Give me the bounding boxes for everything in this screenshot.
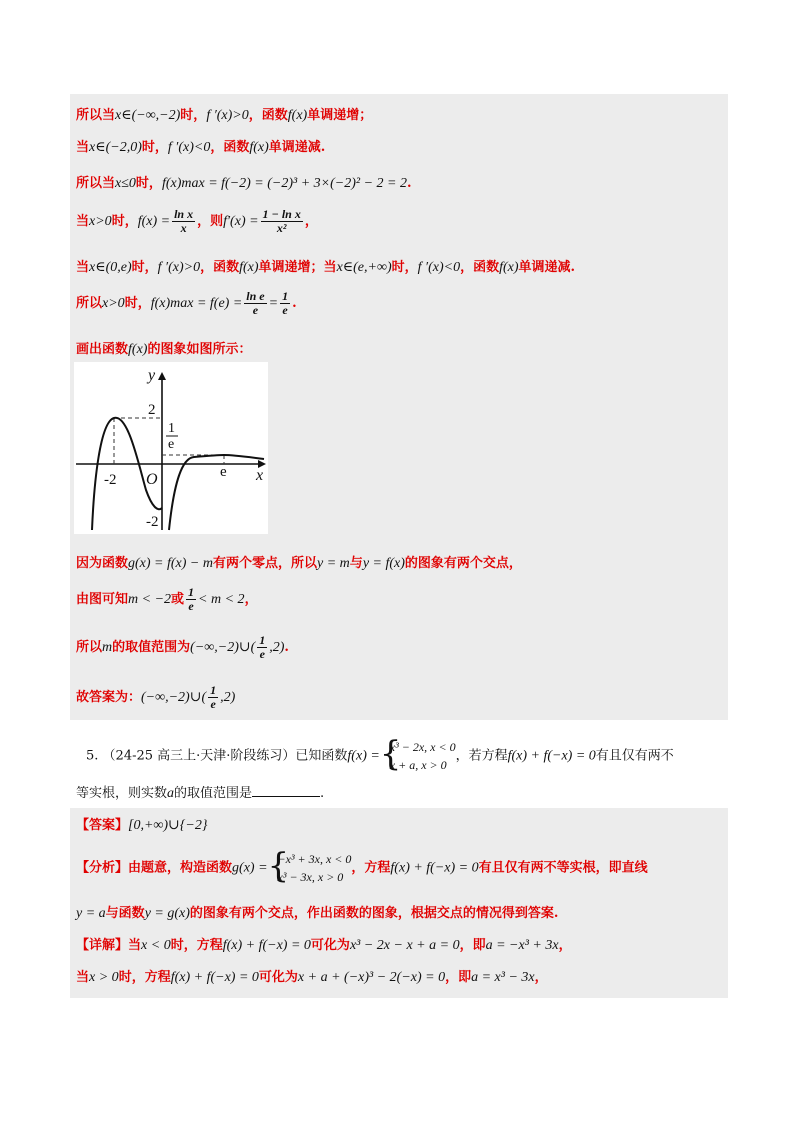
analysis-line-1: 【分析】由题意，构造函数g(x) = { −x³ + 3x, x < 0 x³ − 3x, x > 0 ，方程f(x) + f(−x) = 0有且仅有两不等实根，即直线 — [76, 846, 648, 886]
question-5-line-2: 等实根，则实数a的取值范围是 . — [76, 786, 325, 801]
question-5-line-1: 5. （24-25 高三上·天津·阶段练习）已知函数f(x) = { x³ − 2x, x < 0 x + a, x > 0 ，若方程f(x) + f(−x) = 0有且仅有两不 — [86, 734, 674, 774]
function-graph-svg — [74, 362, 268, 534]
answer-label: 【答案】 — [76, 818, 129, 833]
y-axis-label: y — [148, 367, 156, 384]
origin-label: O — [146, 471, 158, 488]
fraction: $\frac{1}{e}$ — [210, 683, 217, 711]
solution-line-1: 所以当x∈(−∞,−2)时，f ′(x)>0，函数f(x)单调递增； — [76, 108, 373, 123]
detail-line-1: 【详解】当x < 0时，方程f(x) + f(−x) = 0可化为x³ − 2x − x + a = 0，即a = −x³ + 3x， — [76, 938, 572, 953]
tick-label-neg2-y: -2 — [146, 514, 159, 530]
curve-right-branch — [169, 455, 264, 530]
solution-line-7: 画出函数f(x)的图象如图所示： — [76, 342, 252, 357]
detail-label: 【详解】 — [76, 938, 129, 953]
fraction: $\frac{1}{e}$ — [259, 633, 266, 661]
answer-blank[interactable] — [252, 784, 320, 797]
piecewise-g: { −x³ + 3x, x < 0 x³ − 3x, x > 0 — [267, 846, 352, 886]
solution-line-2: 当x∈(−2,0)时，f ′(x)<0，函数f(x)单调递减. — [76, 140, 326, 155]
solution-line-11: 故答案为：(−∞,−2)∪( $\frac{1}{e}$ ,2) — [76, 683, 236, 711]
solution-line-8: 因为函数g(x) = f(x) − m有两个零点，所以y = m与y = f(x)的图象有两个交点， — [76, 556, 522, 571]
question-number: 5. — [86, 748, 99, 764]
tick-label-e: e — [220, 464, 227, 480]
solution-line-5: 当x∈(0,e)时，f ′(x)>0，函数f(x)单调递增；当x∈(e,+∞)时，f ′(x)<0，函数f(x)单调递减. — [76, 260, 576, 275]
tick-label-2: 2 — [148, 402, 156, 418]
fraction: $\frac{\text{ln x}}{x}$ — [174, 207, 194, 235]
answer-line: 【答案】[0,+∞)∪{−2} — [76, 818, 208, 833]
fraction: $\frac{\text{ln e}}{e}$ — [246, 289, 265, 317]
tick-label-inv-e-den: e — [168, 437, 175, 452]
analysis-line-2: y = a与函数y = g(x)的图象有两个交点，作出函数的图象，根据交点的情况得到答案. — [76, 906, 559, 921]
piecewise-f: { x³ − 2x, x < 0 x + a, x > 0 — [379, 734, 456, 774]
solution-line-6: 所以x>0时，f(x)max = f(e) = $\frac{\text{ln e}}{e}$ = $\frac{1}{e}$ . — [76, 289, 297, 317]
solution-line-4: 当x>0时，f(x) = $\frac{\text{ln x}}{x}$ ，则f′(x) = $\frac{\text{1 − ln x}}{\text{x²}}$ ， — [76, 207, 318, 235]
function-graph — [74, 362, 268, 534]
tick-label-inv-e-num: 1 — [168, 421, 175, 436]
fraction: $\frac{\text{1 − ln x}}{\text{x²}}$ — [262, 207, 301, 235]
analysis-label: 【分析】 — [76, 860, 129, 876]
fraction: $\frac{1}{e}$ — [282, 289, 289, 317]
x-axis-label: x — [256, 467, 264, 484]
y-axis-arrow — [158, 372, 166, 380]
detail-line-2: 当x > 0时，方程f(x) + f(−x) = 0可化为x + a + (−x)³ − 2(−x) = 0，即a = x³ − 3x， — [76, 970, 548, 985]
fraction: $\frac{1}{e}$ — [188, 585, 195, 613]
solution-line-9: 由图可知m < −2或 $\frac{1}{e}$ < m < 2， — [76, 585, 258, 613]
tick-label-neg2-x: -2 — [104, 472, 117, 488]
solution-line-10: 所以m的取值范围为(−∞,−2)∪( $\frac{1}{e}$ ,2). — [76, 633, 289, 661]
solution-line-3: 所以当x≤0时，f(x)max = f(−2) = (−2)³ + 3×(−2)² − 2 = 2. — [76, 176, 412, 191]
